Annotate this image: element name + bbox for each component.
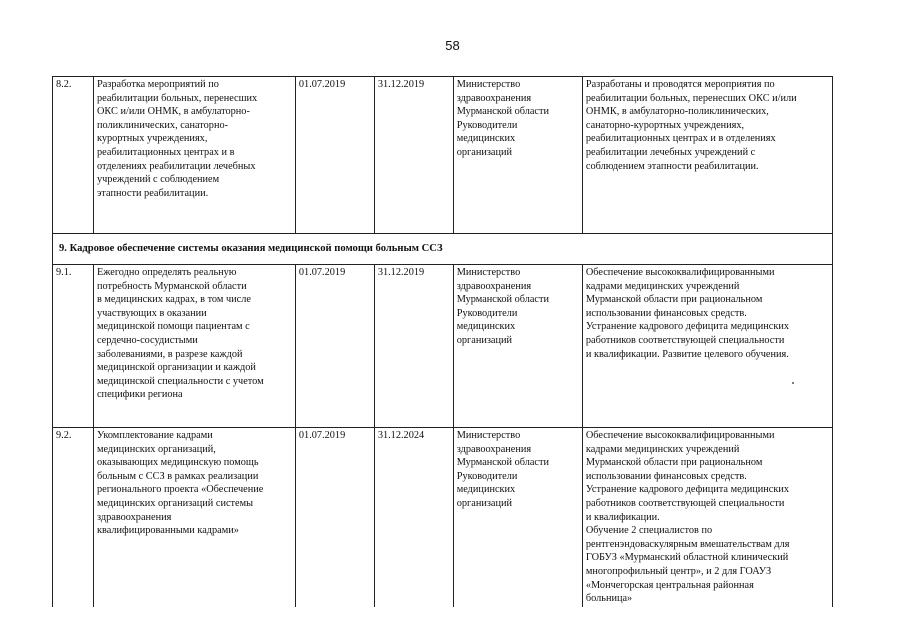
text-line: реабилитации лечебных учреждений с [585,146,756,158]
text-line: и квалификации. Развитие целевого обучения. [585,348,789,360]
row-number: 9.2. [53,428,94,607]
text-line: Мурманской области при рациональном [585,457,763,469]
text-line: медицинской организации и каждой [96,362,256,374]
text-line: использовании финансовых средств. [585,470,747,482]
text-line: курортных учреждениях, [96,133,208,145]
text-line: Мурманской области при рациональном [585,294,763,306]
text-line: здравоохранения [456,443,532,455]
end-date: 31.12.2019 [374,77,453,234]
text-line: Разработаны и проводятся мероприятия по [585,79,775,90]
text-line: Мурманской области [456,106,550,118]
text-line: использовании финансовых средств. [585,307,747,319]
text-line: Министерство [456,79,521,90]
text-line: Укомплектование кадрами [96,430,213,441]
end-date: 31.12.2024 [374,428,453,607]
text-line: квалифицированными кадрами» [96,525,239,537]
text-line: участвующих в оказании [96,307,207,319]
text-line: потребность Мурманской области [96,280,247,292]
text-line: Руководители [456,470,518,482]
text-line: Ежегодно определять реальную [96,267,237,278]
text-line: ОКС и/или ОНМК, в амбулаторно- [96,106,250,118]
text-line: Министерство [456,267,521,278]
start-date: 01.07.2019 [295,77,374,234]
text-line: рентгенэндоваскулярным вмешательствам для [585,538,790,550]
text-line: «Мончегорская центральная районная [585,579,754,591]
text-line: реабилитации больных, перенесших ОКС и/или [585,92,797,104]
expected-result [582,428,832,607]
text-line: Мурманской области [456,457,550,469]
end-date: 31.12.2019 [374,265,453,428]
text-line: здравоохранения [96,511,172,523]
responsible-executors [453,77,582,234]
text-line: регионального проекта «Обеспечение [96,484,264,496]
text-line: поликлинических, санаторно- [96,119,229,131]
text-line: ОНМК, в амбулаторно-поликлинических, [585,106,769,118]
text-line: медицинских [456,133,516,145]
text-line: и квалификации. [585,511,660,523]
table-row [53,77,833,234]
text-line: Устранение кадрового дефицита медицинских [585,321,790,333]
text-line: Министерство [456,430,521,441]
text-line: в медицинских кадрах, в том числе [96,294,251,306]
text-line: медицинских [456,321,516,333]
page-number: 58 [445,38,460,53]
text-line: оказывающих медицинскую помощь [96,457,259,469]
text-line: этапности реабилитации. [96,187,209,199]
text-line: Мурманской области [456,294,550,306]
text-line: Устранение кадрового дефицита медицинских [585,484,790,496]
text-line: организаций [456,497,513,509]
responsible-executors [453,265,582,428]
expected-result [582,77,832,234]
text-line: Руководители [456,307,518,319]
text-line: больница» [585,593,633,605]
text-line: организаций [456,334,513,346]
start-date: 01.07.2019 [295,428,374,607]
text-line: многопрофильный центр», и 2 для ГОАУЗ [585,565,772,577]
text-line: соблюдением этапности реабилитации. [585,160,759,172]
start-date: 01.07.2019 [295,265,374,428]
text-line: учреждений с соблюдением [96,174,220,186]
text-line: реабилитационных центрах и в [96,146,235,158]
section-header-row [53,234,833,265]
text-line: работников соответствующей специальности [585,497,785,509]
text-line: больным с ССЗ в рамках реализации [96,470,259,482]
text-line: Обеспечение высококвалифицированными [585,430,775,441]
text-line: организаций [456,146,513,158]
text-line: Разработка мероприятий по [96,79,219,90]
text-line: медицинских [456,484,516,496]
text-line: санаторно-курортных учреждениях, [585,119,745,131]
text-line: кадрами медицинских учреждений [585,280,740,292]
measures-table [52,76,833,607]
table-row [53,265,833,428]
task-description [93,428,295,607]
text-line: Обеспечение высококвалифицированными [585,267,775,278]
section-title: 9. Кадровое обеспечение системы оказания медицинской помощи больным ССЗ [53,234,833,265]
row-number: 8.2. [53,77,94,234]
text-line: реабилитационных центрах и в отделениях [585,133,776,145]
text-line: ГОБУЗ «Мурманский областной клинический [585,552,789,564]
text-line: медицинских организаций, [96,443,216,455]
text-line: специфики региона [96,389,183,401]
text-line: Обучение 2 специалистов по [585,525,713,537]
task-description [93,77,295,234]
task-description [93,265,295,428]
text-line: медицинской помощи пациентам с [96,321,250,333]
responsible-executors [453,428,582,607]
table-row [53,428,833,607]
row-number: 9.1. [53,265,94,428]
scan-speck [792,382,794,384]
text-line: сердечно-сосудистыми [96,334,198,346]
text-line: здравоохранения [456,280,532,292]
text-line: медицинских организаций системы [96,497,254,509]
text-line: реабилитации больных, перенесших [96,92,258,104]
text-line: отделениях реабилитации лечебных [96,160,256,172]
text-line: кадрами медицинских учреждений [585,443,740,455]
text-line: заболеваниями, в разрезе каждой [96,348,243,360]
text-line: Руководители [456,119,518,131]
text-line: здравоохранения [456,92,532,104]
expected-result [582,265,832,428]
text-line: медицинской специальности с учетом [96,375,264,387]
text-line: работников соответствующей специальности [585,334,785,346]
